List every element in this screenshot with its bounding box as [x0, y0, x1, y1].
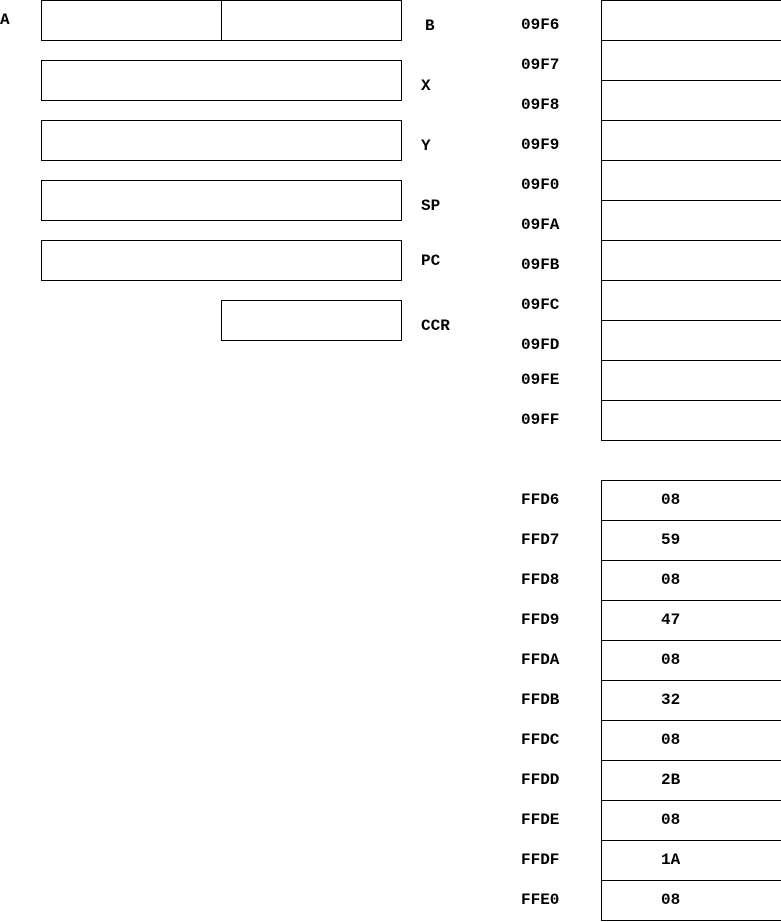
stack-memory-address: 09F7 [521, 56, 560, 74]
vector-memory-address: FFD8 [521, 571, 560, 589]
stack-memory-address: 09FC [521, 296, 560, 314]
vector-memory-address: FFDE [521, 811, 560, 829]
register-x-box [41, 60, 402, 101]
register-ccr-label: CCR [421, 317, 450, 335]
stack-memory-address: 09F6 [521, 16, 560, 34]
vector-memory-cell [601, 800, 781, 841]
vector-memory-cell [601, 520, 781, 561]
vector-memory-address: FFD6 [521, 491, 560, 509]
register-y-box [41, 120, 402, 161]
stack-memory-cell [601, 40, 781, 81]
register-y-label: Y [421, 137, 431, 155]
stack-memory-address: 09FF [521, 411, 560, 429]
vector-memory-cell [601, 880, 781, 921]
vector-memory-cell [601, 480, 781, 521]
vector-memory-address: FFDC [521, 731, 560, 749]
stack-memory-cell [601, 400, 781, 441]
vector-memory-cell [601, 560, 781, 601]
vector-memory-value: 2B [661, 771, 681, 789]
vector-memory-value: 08 [661, 891, 681, 909]
stack-memory-cell [601, 240, 781, 281]
vector-memory-address: FFDA [521, 651, 560, 669]
vector-memory-cell [601, 680, 781, 721]
vector-memory-address: FFDB [521, 691, 560, 709]
stack-memory-cell [601, 360, 781, 401]
vector-memory-cell [601, 720, 781, 761]
stack-memory-cell [601, 0, 781, 41]
register-pc-box [41, 240, 402, 281]
vector-memory-address: FFD9 [521, 611, 560, 629]
stack-memory-cell [601, 160, 781, 201]
vector-memory-address: FFD7 [521, 531, 560, 549]
stack-memory-address: 09FE [521, 371, 560, 389]
register-pc-label: PC [421, 252, 441, 270]
register-a-label: A [0, 11, 10, 29]
stack-memory-address: 09F9 [521, 136, 560, 154]
vector-memory-value: 08 [661, 571, 681, 589]
vector-memory-cell [601, 760, 781, 801]
register-b-box [221, 0, 402, 41]
register-x-label: X [421, 77, 431, 95]
register-b-label: B [425, 17, 435, 35]
vector-memory-address: FFDF [521, 851, 560, 869]
register-a-box [41, 0, 222, 41]
vector-memory-cell [601, 840, 781, 881]
stack-memory-address: 09FA [521, 216, 560, 234]
vector-memory-address: FFE0 [521, 891, 560, 909]
vector-memory-cell [601, 600, 781, 641]
vector-memory-value: 08 [661, 651, 681, 669]
stack-memory-address: 09FD [521, 336, 560, 354]
stack-memory-cell [601, 280, 781, 321]
vector-memory-value: 59 [661, 531, 681, 549]
register-ccr-box [221, 300, 402, 341]
vector-memory-value: 08 [661, 491, 681, 509]
vector-memory-value: 1A [661, 851, 681, 869]
stack-memory-address: 09FB [521, 256, 560, 274]
register-sp-box [41, 180, 402, 221]
stack-memory-cell [601, 200, 781, 241]
stack-memory-cell [601, 80, 781, 121]
stack-memory-cell [601, 120, 781, 161]
vector-memory-value: 32 [661, 691, 681, 709]
vector-memory-value: 08 [661, 811, 681, 829]
register-sp-label: SP [421, 197, 441, 215]
stack-memory-cell [601, 320, 781, 361]
stack-memory-address: 09F0 [521, 176, 560, 194]
vector-memory-value: 47 [661, 611, 681, 629]
stack-memory-address: 09F8 [521, 96, 560, 114]
vector-memory-value: 08 [661, 731, 681, 749]
vector-memory-cell [601, 640, 781, 681]
vector-memory-address: FFDD [521, 771, 560, 789]
